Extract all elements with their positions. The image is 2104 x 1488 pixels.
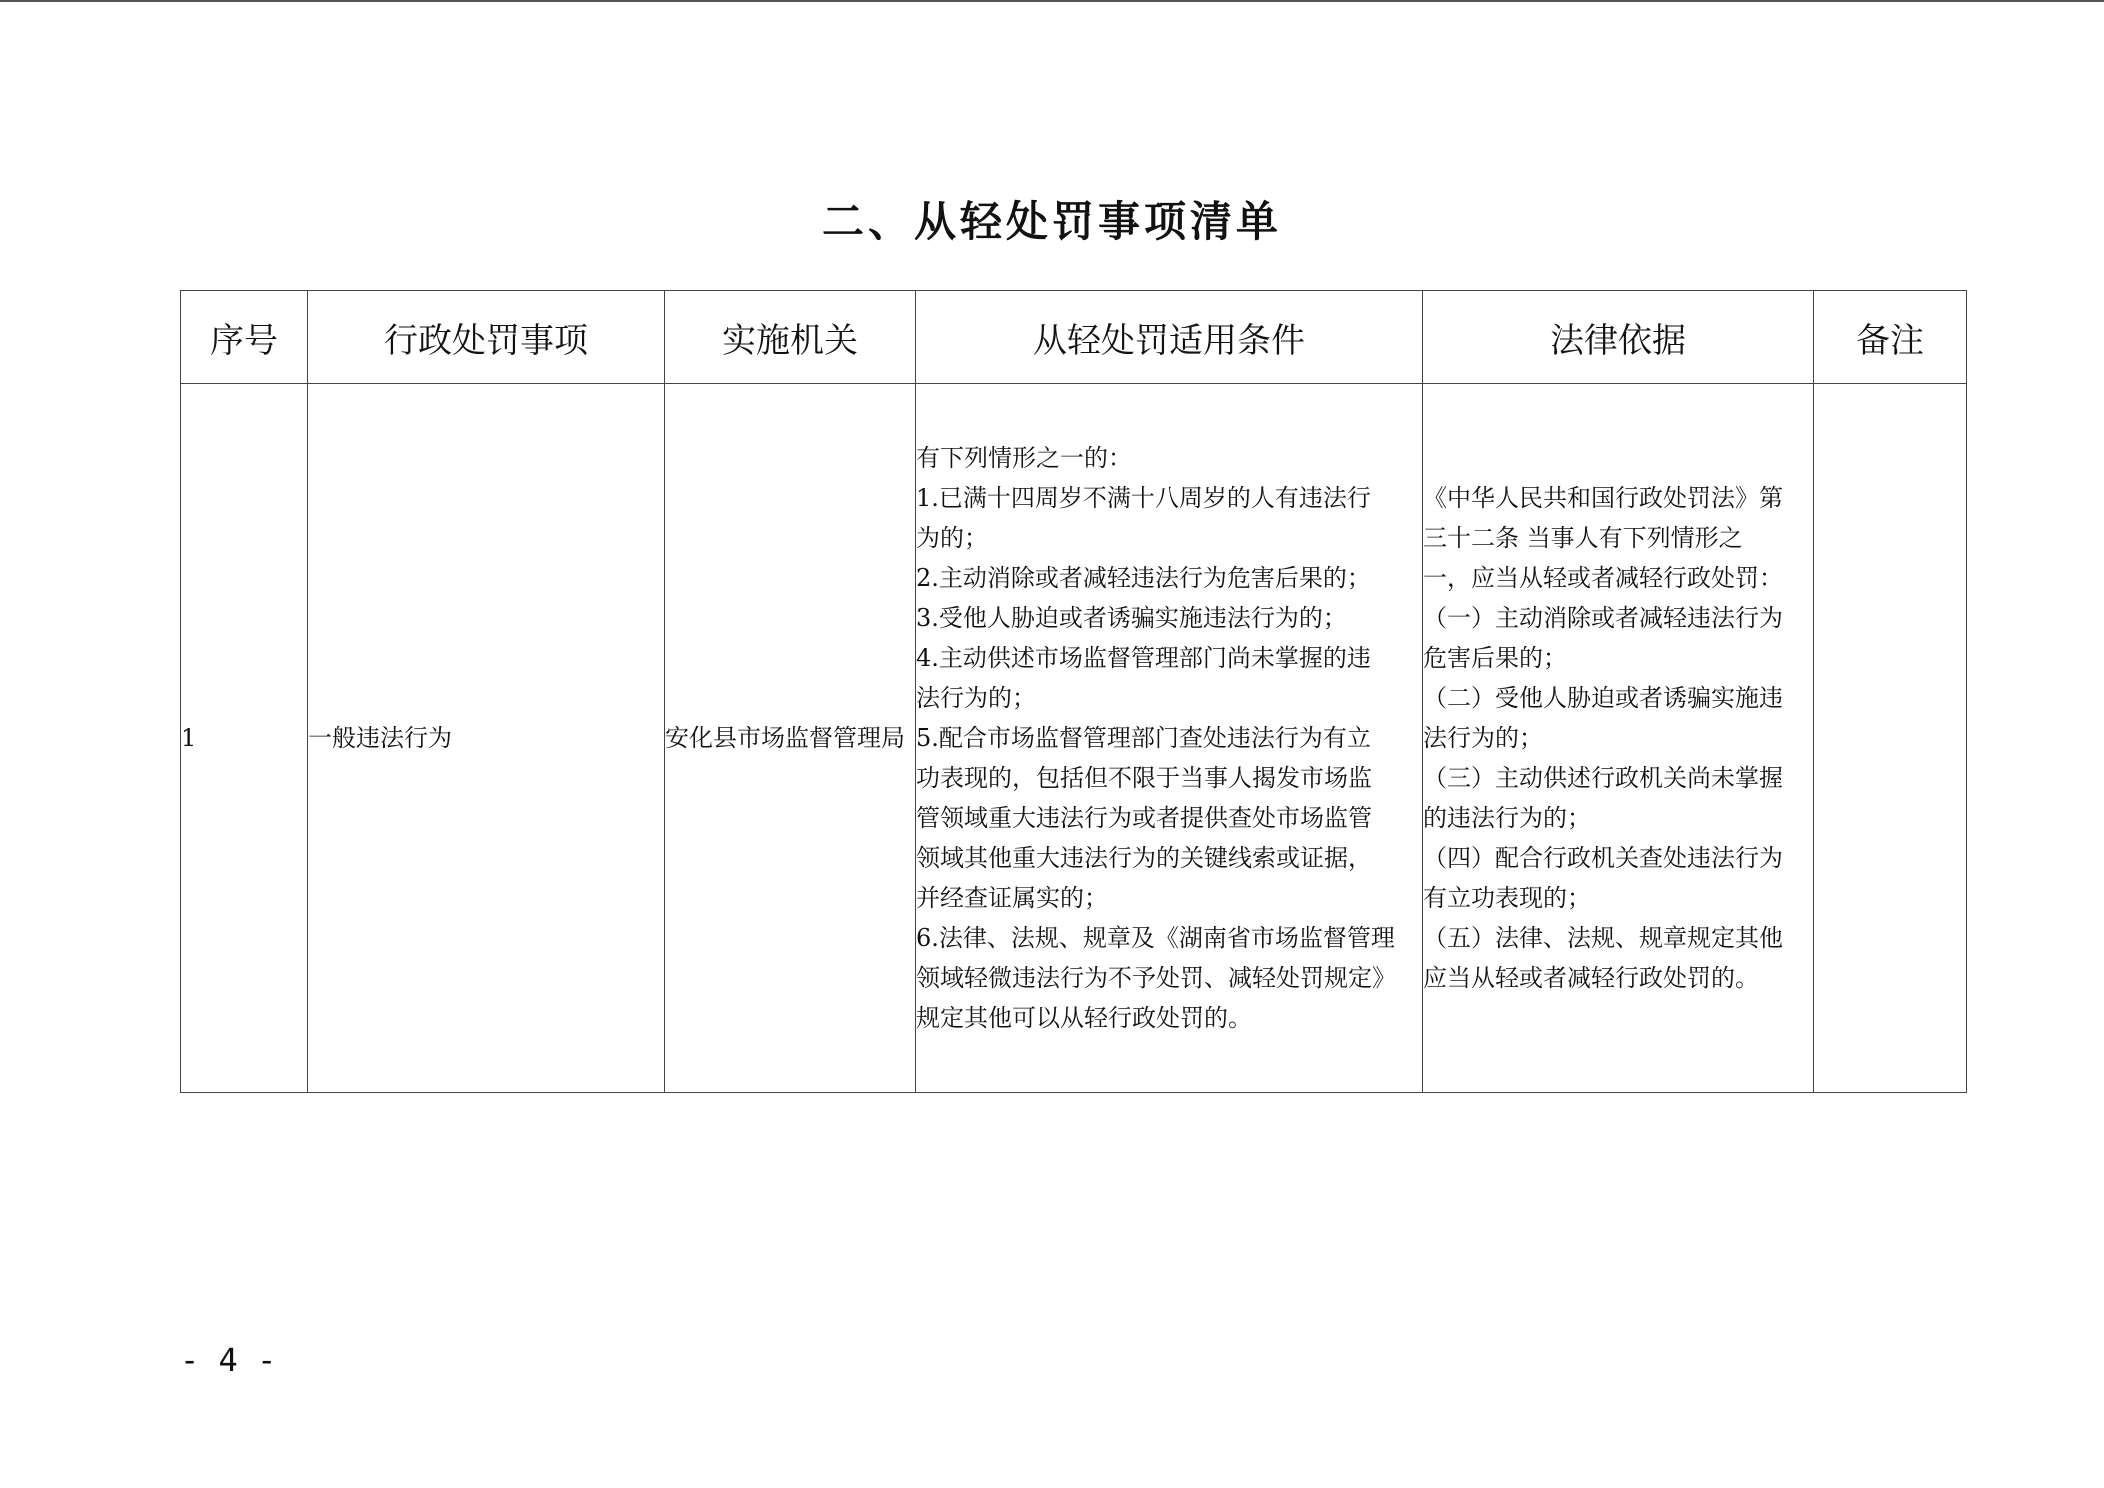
legal-basis-line: （三）主动供述行政机关尚未掌握: [1423, 764, 1783, 792]
legal-basis-line: （一）主动消除或者减轻违法行为: [1423, 604, 1783, 632]
legal-basis-line: 的违法行为的；: [1423, 804, 1591, 832]
legal-basis-line: 有立功表现的；: [1423, 884, 1591, 912]
condition-line: 4.主动供述市场监督管理部门尚未掌握的违: [916, 644, 1371, 672]
legal-basis-line: 应当从轻或者减轻行政处罚的。: [1423, 964, 1759, 992]
table-header-row: [181, 291, 1967, 384]
header-index: 序号: [181, 291, 308, 384]
conditions-list: [916, 438, 1422, 1038]
condition-line: 规定其他可以从轻行政处罚的。: [916, 1004, 1252, 1032]
agency-text: 安化县市场监督管理局: [665, 724, 905, 752]
condition-line: 3.受他人胁迫或者诱骗实施违法行为的；: [916, 604, 1347, 632]
condition-line: 领域轻微违法行为不予处罚、减轻处罚规定》: [916, 964, 1396, 992]
condition-line: 5.配合市场监督管理部门查处违法行为有立: [916, 724, 1371, 752]
condition-line: 并经查证属实的；: [916, 884, 1108, 912]
page-title: 二、从轻处罚事项清单: [821, 197, 1282, 246]
penalty-items-table: [180, 290, 1967, 1093]
table-row: [181, 384, 1967, 1093]
cell-legal-basis: [1423, 384, 1814, 1093]
legal-basis-line: （四）配合行政机关查处违法行为: [1423, 844, 1783, 872]
header-agency: 实施机关: [665, 291, 916, 384]
condition-line: 为的；: [916, 524, 988, 552]
cell-agency: [665, 384, 916, 1093]
legal-basis-line: 危害后果的；: [1423, 644, 1567, 672]
legal-basis-line: （二）受他人胁迫或者诱骗实施违: [1423, 684, 1783, 712]
condition-line: 6.法律、法规、规章及《湖南省市场监督管理: [916, 924, 1395, 952]
cell-penalty-item: 一般违法行为: [308, 384, 665, 1093]
legal-basis-line: 三十二条 当事人有下列情形之: [1423, 524, 1743, 552]
condition-line: 1.已满十四周岁不满十八周岁的人有违法行: [916, 484, 1371, 512]
cell-remarks: [1814, 384, 1967, 1093]
page-number: - 4 -: [180, 1341, 277, 1379]
condition-line: 2.主动消除或者减轻违法行为危害后果的；: [916, 564, 1371, 592]
legal-basis-line: 《中华人民共和国行政处罚法》第: [1423, 484, 1783, 512]
legal-basis-line: 一，应当从轻或者减轻行政处罚：: [1423, 564, 1783, 592]
header-legal-basis: 法律依据: [1423, 291, 1814, 384]
condition-line: 有下列情形之一的：: [916, 444, 1132, 472]
legal-basis-line: （五）法律、法规、规章规定其他: [1423, 924, 1783, 952]
condition-line: 法行为的；: [916, 684, 1036, 712]
top-border-line: [0, 0, 2104, 2]
cell-conditions: [916, 384, 1423, 1093]
cell-index: 1: [181, 384, 308, 1093]
header-remarks: 备注: [1814, 291, 1967, 384]
header-conditions: 从轻处罚适用条件: [916, 291, 1423, 384]
header-penalty-item: 行政处罚事项: [308, 291, 665, 384]
condition-line: 领域其他重大违法行为的关键线索或证据，: [916, 844, 1372, 872]
legal-basis-line: 法行为的；: [1423, 724, 1543, 752]
legal-basis-list: [1423, 478, 1813, 998]
condition-line: 功表现的，包括但不限于当事人揭发市场监: [916, 764, 1372, 792]
condition-line: 管领域重大违法行为或者提供查处市场监管: [916, 804, 1372, 832]
